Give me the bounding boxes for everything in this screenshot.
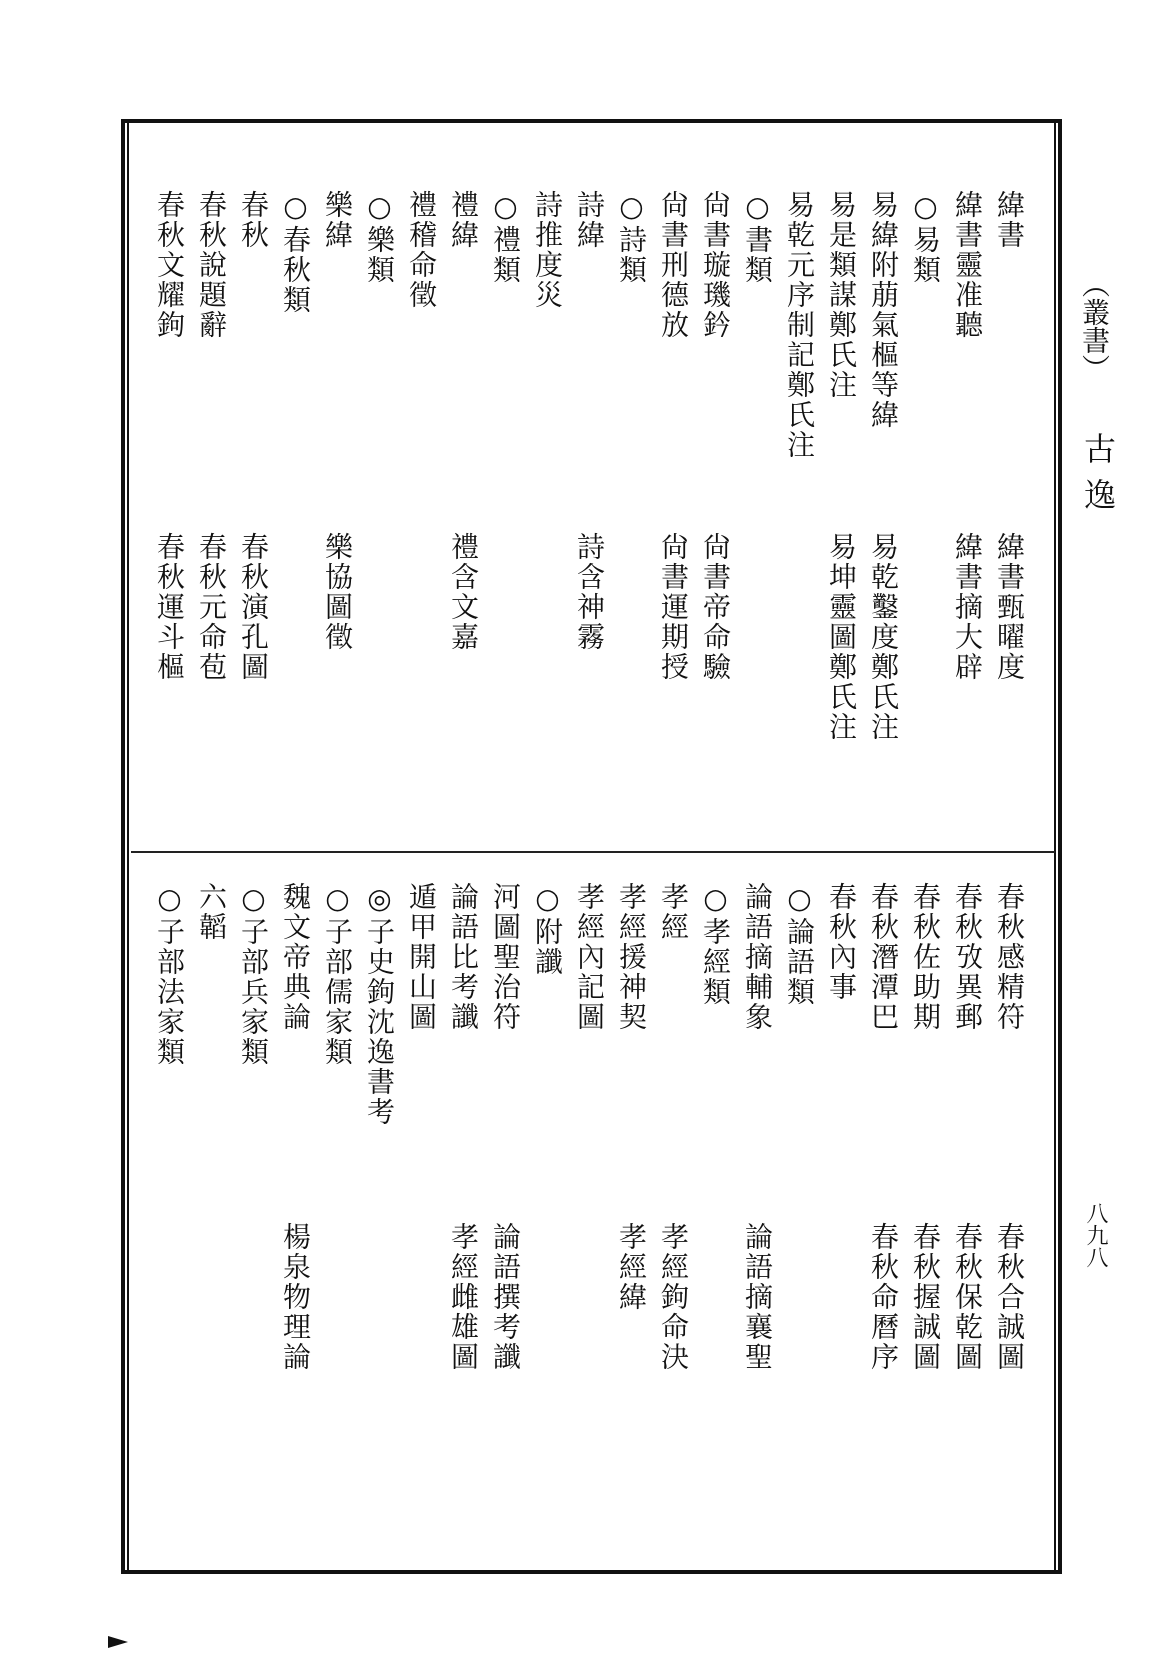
top-section-upper-entry: 緯書 — [993, 190, 1026, 250]
top-section-upper-entry: ○禮類 — [489, 190, 522, 285]
bottom-section-upper-entry: 魏文帝典論 — [279, 882, 312, 1032]
bottom-section-upper-entry: 河圖聖治符 — [489, 882, 522, 1032]
bottom-section-lower-entry: 論語摘襄聖 — [741, 1222, 774, 1372]
bottom-section-lower-entry: 春秋合誠圖 — [993, 1222, 1026, 1372]
top-section-lower-entry: 禮含文嘉 — [447, 532, 480, 652]
bottom-section-lower-entry: 孝經雌雄圖 — [447, 1222, 480, 1372]
bottom-section-lower-entry: 楊泉物理論 — [279, 1222, 312, 1372]
top-section-upper-entry: ○詩類 — [615, 190, 648, 285]
top-section-lower-entry: 易乾鑿度鄭氏注 — [867, 532, 900, 742]
bottom-section-lower-entry: 春秋握誠圖 — [909, 1222, 942, 1372]
top-section-upper-entry: ○易類 — [909, 190, 942, 285]
bottom-section-upper-entry: 春秋感精符 — [993, 882, 1026, 1032]
top-section-upper-entry: ○書類 — [741, 190, 774, 285]
top-section-upper-entry: 禮緯 — [447, 190, 480, 250]
bottom-section-lower-entry: 孝經緯 — [615, 1222, 648, 1312]
top-section-lower-entry: 緯書甄曜度 — [993, 532, 1026, 682]
bottom-section-lower-entry: 孝經鉤命決 — [657, 1222, 690, 1372]
bottom-section-upper-entry: 春秋潛潭巴 — [867, 882, 900, 1032]
bottom-section-upper-entry: 六韜 — [195, 882, 228, 942]
bottom-section-lower-entry: 春秋保乾圖 — [951, 1222, 984, 1372]
bottom-section-upper-entry: 春秋內事 — [825, 882, 858, 1002]
bottom-section-upper-entry: ◎子史鉤沈逸書考 — [363, 882, 396, 1127]
bottom-section-upper-entry: ○子部兵家類 — [237, 882, 270, 1067]
top-section-upper-entry: ○樂類 — [363, 190, 396, 285]
bottom-section-upper-entry: 春秋攷異郵 — [951, 882, 984, 1032]
bottom-section-upper-entry: ○子部儒家類 — [321, 882, 354, 1067]
bottom-section-upper-entry: ○附讖 — [531, 882, 564, 977]
top-section-upper-entry: 禮稽命徵 — [405, 190, 438, 310]
section-divider — [131, 851, 1055, 853]
top-section-upper-entry: 樂緯 — [321, 190, 354, 250]
bottom-section-lower-entry: 論語撰考讖 — [489, 1222, 522, 1372]
bottom-section-upper-entry: 論語比考讖 — [447, 882, 480, 1032]
top-section-upper-entry: 緯書靈准聽 — [951, 190, 984, 340]
top-section-lower-entry: 易坤靈圖鄭氏注 — [825, 532, 858, 742]
series-label: （叢書） — [1078, 270, 1111, 382]
top-section-lower-entry: 尙書運期授 — [657, 532, 690, 682]
border-inner-left-rule — [127, 122, 129, 1572]
top-section-upper-entry: 詩緯 — [573, 190, 606, 250]
top-section-lower-entry: 春秋運斗樞 — [153, 532, 186, 682]
bottom-section-upper-entry: 論語摘輔象 — [741, 882, 774, 1032]
top-section-upper-entry: 詩推度災 — [531, 190, 564, 310]
top-section-upper-entry: 易乾元序制記鄭氏注 — [783, 190, 816, 460]
bottom-section-upper-entry: 春秋佐助期 — [909, 882, 942, 1032]
book-title: 古逸 — [1079, 432, 1117, 524]
top-section-lower-entry: 春秋元命苞 — [195, 532, 228, 682]
bottom-section-upper-entry: ○子部法家類 — [153, 882, 186, 1067]
top-section-lower-entry: 詩含神霧 — [573, 532, 606, 652]
bottom-section-upper-entry: ○孝經類 — [699, 882, 732, 1007]
top-section-lower-entry: 春秋演孔圖 — [237, 532, 270, 682]
top-section-upper-entry: ○春秋類 — [279, 190, 312, 315]
bottom-section-upper-entry: 遁甲開山圖 — [405, 882, 438, 1032]
bottom-section-upper-entry: 孝經內記圖 — [573, 882, 606, 1032]
top-section-upper-entry: 尙書璇璣鈐 — [699, 190, 732, 340]
page-number: 八九八 — [1083, 1202, 1108, 1268]
top-section-lower-entry: 尙書帝命驗 — [699, 532, 732, 682]
top-section-upper-entry: 易是類謀鄭氏注 — [825, 190, 858, 400]
page-corner-marker-icon — [108, 1636, 128, 1648]
bottom-section-upper-entry: 孝經援神契 — [615, 882, 648, 1032]
top-section-lower-entry: 緯書摘大辟 — [951, 532, 984, 682]
top-section-upper-entry: 春秋說題辭 — [195, 190, 228, 340]
bottom-section-lower-entry: 春秋命曆序 — [867, 1222, 900, 1372]
top-section-upper-entry: 易緯附萠氣樞等緯 — [867, 190, 900, 430]
top-section-lower-entry: 樂協圖徵 — [321, 532, 354, 652]
border-inner-right-rule — [1054, 122, 1056, 1572]
top-section-upper-entry: 春秋文耀鉤 — [153, 190, 186, 340]
top-section-upper-entry: 尙書刑德放 — [657, 190, 690, 340]
bottom-section-upper-entry: ○論語類 — [783, 882, 816, 1007]
bottom-section-upper-entry: 孝經 — [657, 882, 690, 942]
top-section-upper-entry: 春秋 — [237, 190, 270, 250]
